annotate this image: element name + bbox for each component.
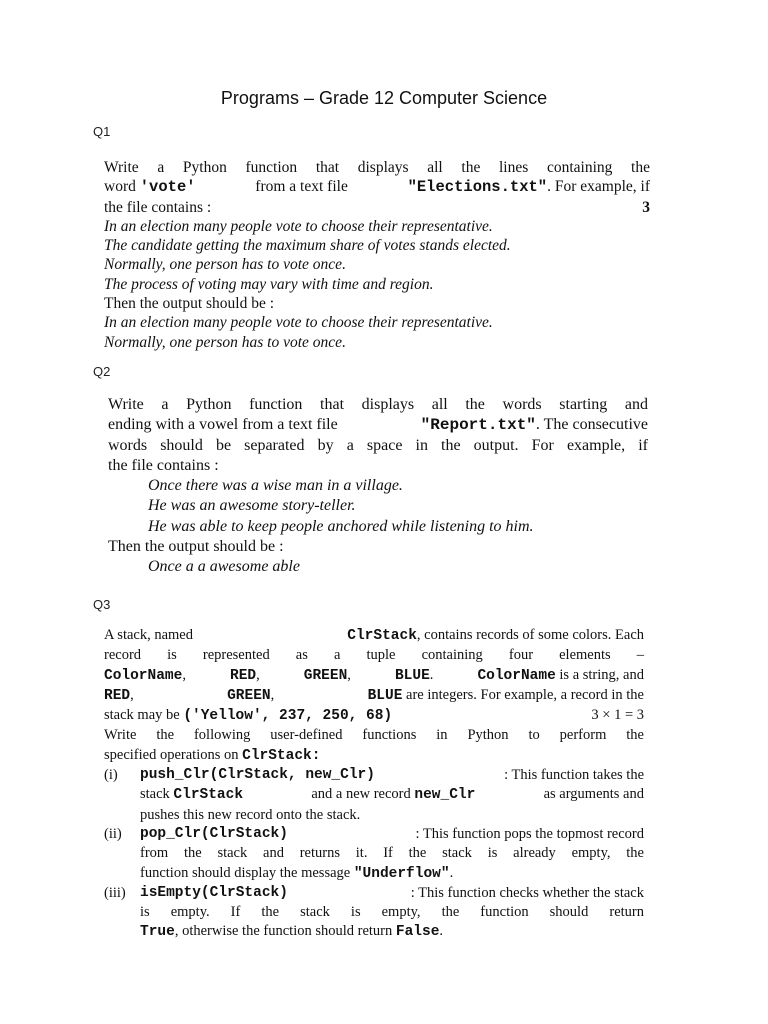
q2-example-2: He was an awesome story-teller. — [148, 497, 356, 515]
q3-line6: Write the following user-defined functions in Python to perform the — [104, 727, 644, 744]
q2-code-file: "Report.txt" — [420, 416, 536, 435]
q1-code-vote: 'vote' — [139, 178, 196, 197]
q1-line2: word 'vote' from a text file "Elections.txt". For example, if — [104, 178, 650, 197]
page-title: Programs – Grade 12 Computer Science — [220, 88, 548, 108]
q3-code-example-record: ('Yellow', 237, 250, 68) — [183, 708, 393, 725]
q2-line3: words should be separated by a space in the output. For example, if — [108, 436, 648, 454]
q1-marks: 3 — [642, 198, 650, 216]
q3-item-isempty: (iii) isEmpty(ClrStack) : This function checks whether the stack is empty. If the stack is empty, the function should return True, otherwise the function should return False. — [104, 884, 644, 941]
q1-example-3: Normally, one person has to vote once. — [104, 256, 346, 274]
q2-example-1: Once there was a wise man in a village. — [148, 477, 403, 495]
q3-item-pop: (ii) pop_Clr(ClrStack) : This function pops the topmost record from the stack and returns it. If the stack is already empty, the function should display the message "Underflow". — [104, 825, 644, 882]
q1-label: Q1 — [93, 124, 111, 139]
q1-output-intro: Then the output should be : — [104, 295, 275, 313]
q2-label: Q2 — [93, 364, 111, 379]
q3-code-clrstack: ClrStack — [347, 628, 417, 644]
q2-example-3: He was able to keep people anchored while listening to him. — [148, 517, 534, 535]
q3-pop-signature: pop_Clr(ClrStack) — [140, 825, 288, 842]
q2-line4: the file contains : — [108, 456, 219, 474]
q3-line4: RED, GREEN, BLUE are integers. For example, a record in the — [104, 686, 644, 704]
q1-example-4: The process of voting may vary with time and region. — [104, 275, 434, 293]
q3-line3: ColorName, RED, GREEN, BLUE. ColorName is a string, and — [104, 666, 644, 684]
q3-isempty-signature: isEmpty(ClrStack) — [140, 884, 288, 901]
q1-line1: Write a Python function that displays all the lines containing the — [104, 159, 650, 176]
q2-line1: Write a Python function that displays all the words starting and — [108, 396, 648, 413]
q1-example-1: In an election many people vote to choose their representative. — [104, 217, 493, 235]
q1-block — [104, 158, 650, 352]
q1-code-file: "Elections.txt" — [407, 178, 548, 197]
q3-item-push: (i) push_Clr(ClrStack, new_Clr) : This function takes the stack ClrStack and a new record new_Clr as arguments and pushes this new record onto the stack. — [104, 767, 644, 823]
q3-marks: 3 × 1 = 3 — [591, 707, 644, 724]
q3-line1: A stack, named ClrStack, contains records of some colors. Each — [104, 627, 644, 644]
q3-line7: specified operations on ClrStack: — [104, 746, 321, 764]
q3-line2: record is represented as a tuple containing four elements – — [104, 647, 644, 664]
q3-label: Q3 — [93, 597, 111, 612]
q1-example-2: The candidate getting the maximum share of votes stands elected. — [104, 237, 511, 255]
q1-output-2: Normally, one person has to vote once. — [104, 333, 346, 351]
q3-line5: stack may be ('Yellow', 237, 250, 68) 3 × 1 = 3 — [104, 706, 644, 726]
q2-block — [108, 395, 648, 578]
q3-push-signature: push_Clr(ClrStack, new_Clr) — [140, 767, 375, 784]
q1-line3: the file contains : 3 — [104, 198, 650, 216]
q2-output-intro: Then the output should be : — [108, 538, 284, 556]
q2-output: Once a a awesome able — [148, 558, 300, 576]
q1-output-1: In an election many people vote to choose their representative. — [104, 314, 493, 332]
q3-block — [104, 626, 644, 943]
q2-line2: ending with a vowel from a text file "Report.txt". The consecutive — [108, 416, 648, 435]
